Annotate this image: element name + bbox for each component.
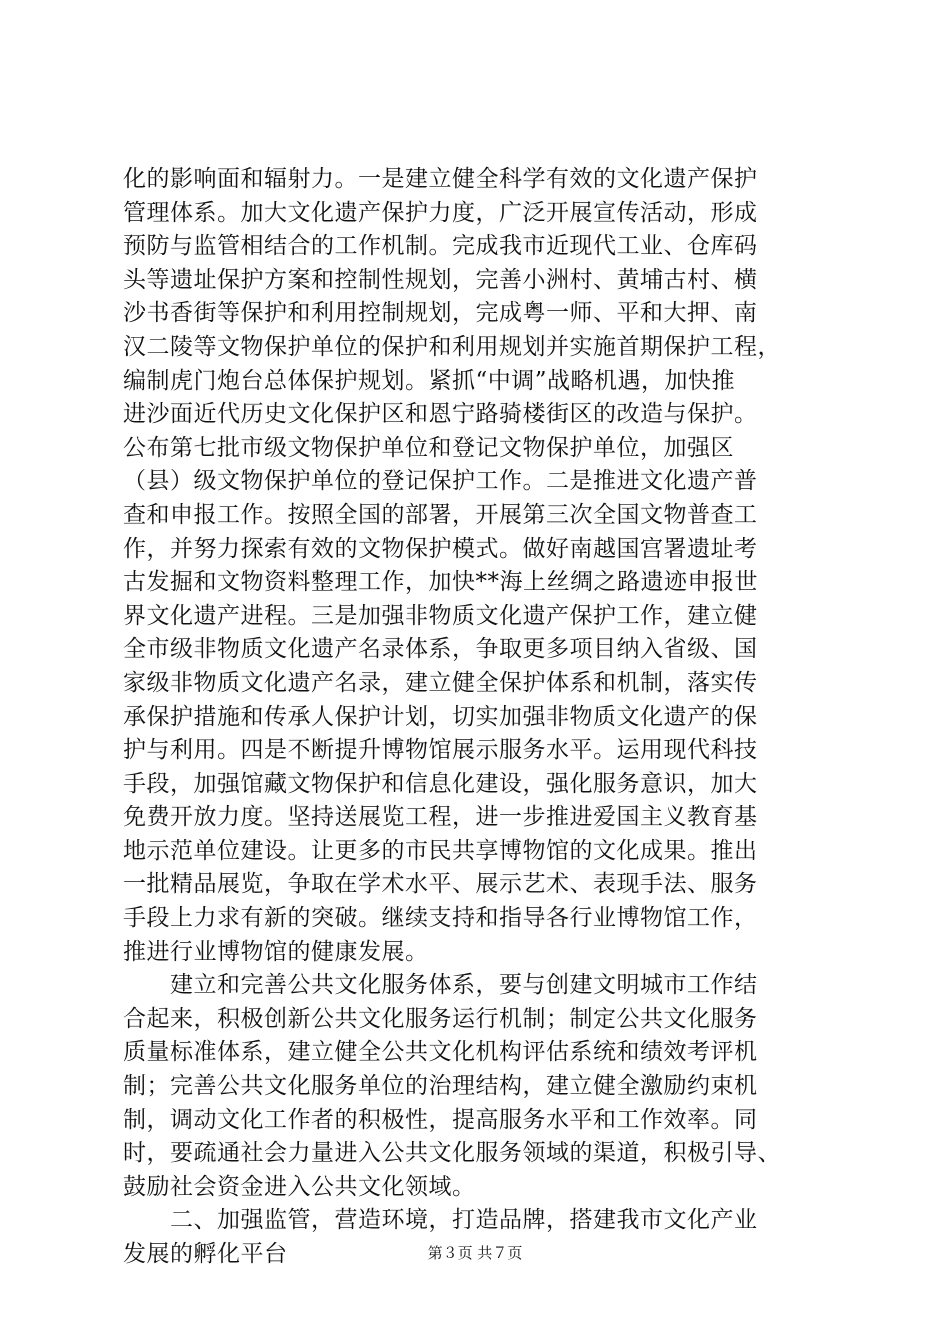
- text-line: 地示范单位建设。让更多的市民共享博物馆的文化成果。推出: [123, 837, 758, 864]
- text-line: 时，要疏通社会力量进入公共文化服务领域的渠道，积极引导、: [123, 1140, 781, 1167]
- text-line: 手段，加强馆藏文物保护和信息化建设，强化服务意识，加大: [123, 770, 758, 797]
- text-line: 质量标准体系，建立健全公共文化机构评估系统和绩效考评机: [123, 1039, 758, 1066]
- text-line: 家级非物质文化遗产名录，建立健全保护体系和机制，落实传: [123, 669, 758, 696]
- body-text: [123, 163, 839, 1272]
- text-line: 合起来，积极创新公共文化服务运行机制；制定公共文化服务: [123, 1005, 758, 1032]
- text-line: 鼓励社会资金进入公共文化领域。: [123, 1173, 476, 1200]
- text-line: 进沙面近代历史文化保护区和恩宁路骑楼街区的改造与保护。: [123, 401, 758, 428]
- text-line: 护与利用。四是不断提升博物馆展示服务水平。运用现代科技: [123, 737, 758, 764]
- text-line: 二、加强监管，营造环境，打造品牌，搭建我市文化产业: [123, 1207, 758, 1234]
- text-line: 公布第七批市级文物保护单位和登记文物保护单位，加强区: [123, 434, 734, 461]
- text-line: 建立和完善公共文化服务体系，要与创建文明城市工作结: [123, 972, 758, 999]
- text-line: 一批精品展览，争取在学术水平、展示艺术、表现手法、服务: [123, 871, 758, 898]
- text-line: 制，调动文化工作者的积极性，提高服务水平和工作效率。同: [123, 1106, 758, 1133]
- text-line: 古发掘和文物资料整理工作，加快**海上丝绸之路遗迹申报世: [123, 569, 758, 596]
- text-line: 管理体系。加大文化遗产保护力度，广泛开展宣传活动，形成: [123, 199, 758, 226]
- text-line: 免费开放力度。坚持送展览工程，进一步推进爱国主义教育基: [123, 804, 758, 831]
- text-line: 作，并努力探索有效的文物保护模式。做好南越国宫署遗址考: [123, 535, 758, 562]
- text-line: 编制虎门炮台总体保护规划。紧抓“中调”战略机遇，加快推: [123, 367, 736, 394]
- text-line: 汉二陵等文物保护单位的保护和利用规划并实施首期保护工程，: [123, 333, 781, 360]
- text-line: 界文化遗产进程。三是加强非物质文化遗产保护工作，建立健: [123, 602, 758, 629]
- text-line: 头等遗址保护方案和控制性规划，完善小洲村、黄埔古村、横: [123, 266, 758, 293]
- text-line: 沙书香街等保护和利用控制规划，完成粤一师、平和大押、南: [123, 300, 758, 327]
- text-line: 预防与监管相结合的工作机制。完成我市近现代工业、仓库码: [123, 233, 758, 260]
- text-line: 手段上力求有新的突破。继续支持和指导各行业博物馆工作，: [123, 905, 758, 932]
- text-line: 全市级非物质文化遗产名录体系，争取更多项目纳入省级、国: [123, 636, 758, 663]
- text-line: 制；完善公共文化服务单位的治理结构，建立健全激励约束机: [123, 1073, 758, 1100]
- page-footer: 第３页 共７页: [427, 1244, 523, 1262]
- text-line: 查和申报工作。按照全国的部署，开展第三次全国文物普查工: [123, 501, 758, 528]
- text-line: 推进行业博物馆的健康发展。: [123, 938, 429, 965]
- text-line: 发展的孵化平台: [123, 1241, 288, 1267]
- text-line: 承保护措施和传承人保护计划，切实加强非物质文化遗产的保: [123, 703, 758, 730]
- text-line: 化的影响面和辐射力。一是建立健全科学有效的文化遗产保护: [123, 166, 758, 192]
- text-line: （县）级文物保护单位的登记保护工作。二是推进文化遗产普: [123, 468, 758, 495]
